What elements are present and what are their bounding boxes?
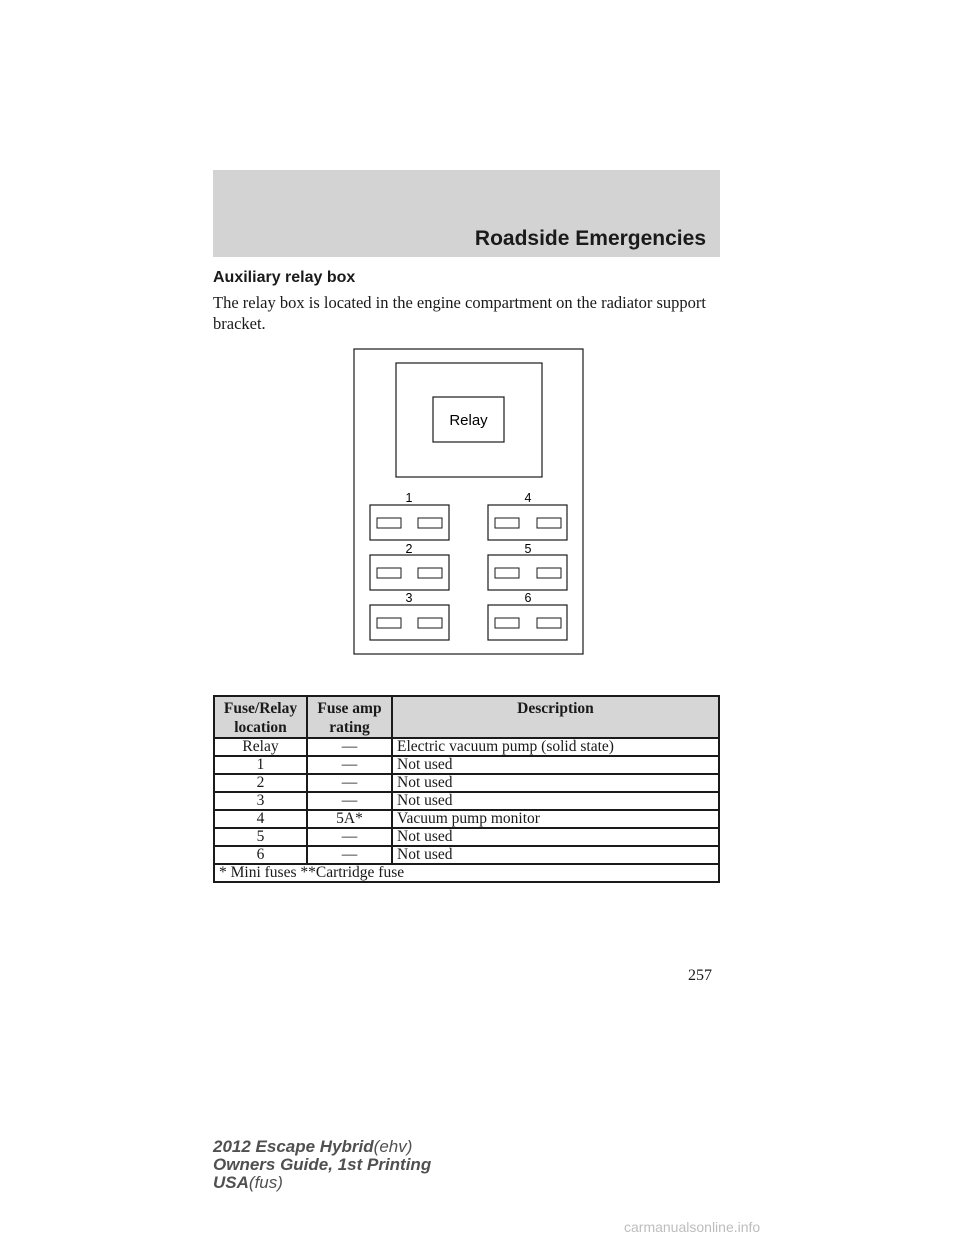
page-number: 257 bbox=[688, 967, 712, 984]
table-row bbox=[214, 828, 719, 846]
fuse-slot-3 bbox=[370, 591, 449, 640]
cell-location: 6 bbox=[214, 846, 307, 864]
footer-market-code: (fus) bbox=[248, 1173, 283, 1192]
cell-description: Not used bbox=[392, 756, 719, 774]
footer-market: USA bbox=[213, 1173, 249, 1192]
table-footnote: * Mini fuses **Cartridge fuse bbox=[214, 864, 719, 882]
table-row bbox=[214, 846, 719, 864]
header-rating: Fuse amp rating bbox=[307, 696, 392, 738]
cell-description: Not used bbox=[392, 774, 719, 792]
fuse-slot-1 bbox=[370, 491, 449, 540]
footer-model-code: (ehv) bbox=[373, 1137, 413, 1156]
fuse-slot-4 bbox=[488, 491, 567, 540]
site-watermark: carmanualsonline.info bbox=[624, 1219, 761, 1235]
fuse-slot-label: 1 bbox=[405, 491, 413, 505]
footer-edition: Owners Guide, 1st Printing bbox=[213, 1155, 432, 1174]
fuse-slot-label: 4 bbox=[524, 491, 532, 505]
relay-label: Relay bbox=[449, 412, 488, 429]
fuse-relay-table bbox=[213, 695, 720, 883]
table-row bbox=[214, 792, 719, 810]
cell-location: 1 bbox=[214, 756, 307, 774]
footer-model: 2012 Escape Hybrid bbox=[213, 1137, 374, 1156]
header-location: Fuse/Relay location bbox=[214, 696, 307, 738]
table-row bbox=[214, 756, 719, 774]
cell-location: 5 bbox=[214, 828, 307, 846]
fuse-slot-label: 3 bbox=[405, 591, 413, 605]
cell-description: Not used bbox=[392, 828, 719, 846]
cell-rating: 5A* bbox=[307, 810, 392, 828]
section-header-band bbox=[213, 170, 720, 257]
cell-description: Not used bbox=[392, 792, 719, 810]
section-heading: Auxiliary relay box bbox=[213, 269, 356, 286]
intro-paragraph: The relay box is located in the engine compartment on the radiator support bracket. bbox=[213, 293, 707, 333]
relay-box-diagram bbox=[353, 348, 585, 656]
cell-rating: — bbox=[307, 738, 392, 756]
fuse-slot-label: 6 bbox=[524, 591, 532, 605]
fuse-slot-6 bbox=[488, 591, 567, 640]
cell-description: Vacuum pump monitor bbox=[392, 810, 719, 828]
table-row bbox=[214, 738, 719, 756]
table-row bbox=[214, 810, 719, 828]
header-description: Description bbox=[392, 696, 719, 738]
cell-location: 4 bbox=[214, 810, 307, 828]
document-footer bbox=[213, 1138, 431, 1192]
fuse-slot-5 bbox=[488, 542, 567, 590]
cell-location: 3 bbox=[214, 792, 307, 810]
table-header-row bbox=[214, 696, 719, 738]
cell-rating: — bbox=[307, 846, 392, 864]
fuse-slot-label: 2 bbox=[405, 542, 413, 556]
fuse-slot-label: 5 bbox=[524, 542, 532, 556]
cell-rating: — bbox=[307, 828, 392, 846]
table-footnote-row bbox=[214, 864, 719, 882]
cell-location: Relay bbox=[214, 738, 307, 756]
table-row bbox=[214, 774, 719, 792]
cell-description: Electric vacuum pump (solid state) bbox=[392, 738, 719, 756]
cell-description: Not used bbox=[392, 846, 719, 864]
section-header-title: Roadside Emergencies bbox=[474, 227, 706, 250]
cell-rating: — bbox=[307, 774, 392, 792]
cell-rating: — bbox=[307, 792, 392, 810]
cell-location: 2 bbox=[214, 774, 307, 792]
cell-rating: — bbox=[307, 756, 392, 774]
fuse-slot-2 bbox=[370, 542, 449, 590]
